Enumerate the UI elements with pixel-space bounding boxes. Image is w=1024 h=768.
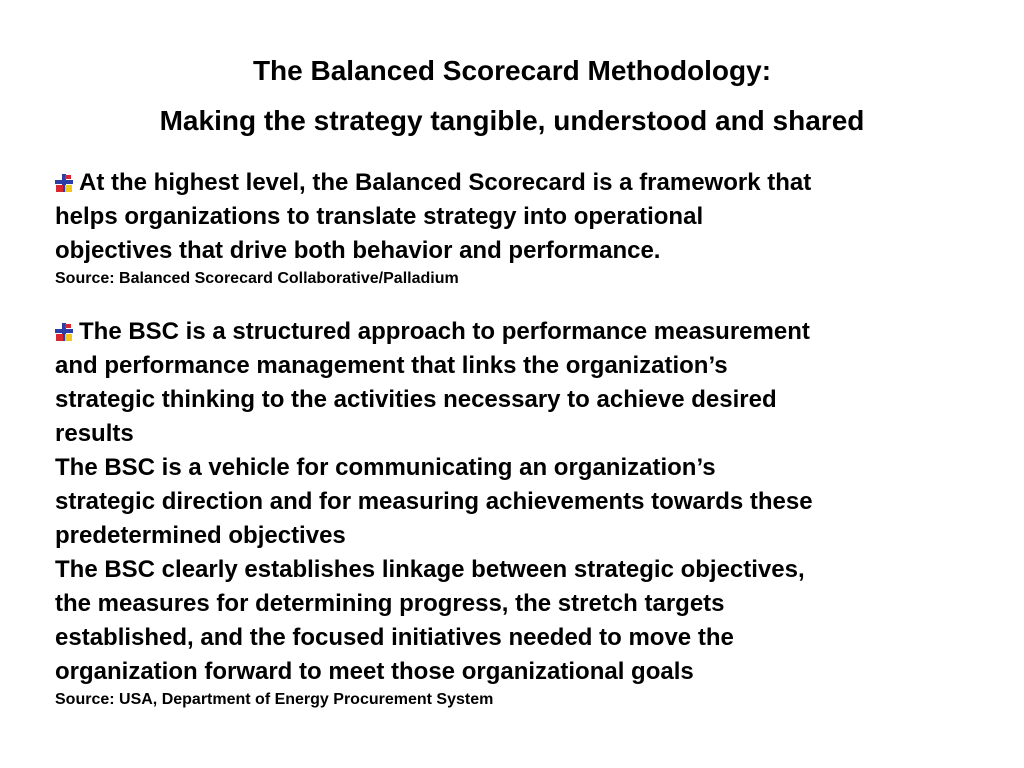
bullet-line: The BSC clearly establishes linkage between strategic objectives,	[55, 556, 805, 583]
bullet-text: At the highest level, the Balanced Scorecard is a framework that	[79, 169, 812, 196]
bullet-text: The BSC is a structured approach to performance measurement	[79, 318, 810, 345]
bullet-line	[55, 315, 975, 349]
slide-subtitle: Making the strategy tangible, understood and shared	[159, 105, 865, 136]
bullet-line: strategic thinking to the activities necessary to achieve desired	[55, 386, 777, 413]
bullet-line: predetermined objectives	[55, 522, 346, 549]
bullet-line: helps organizations to translate strategy into operational	[55, 203, 704, 230]
source-citation: Source: Balanced Scorecard Collaborative/Palladium	[55, 270, 459, 287]
bullet-line: and performance management that links the organization’s	[55, 352, 728, 379]
bullet-block-2	[55, 315, 975, 711]
bullet-line: organization forward to meet those organizational goals	[55, 658, 694, 685]
bullet-line: strategic direction and for measuring achievements towards these	[55, 488, 813, 515]
slide-title: The Balanced Scorecard Methodology:	[252, 55, 772, 86]
bullet-line: established, and the focused initiatives needed to move the	[55, 624, 734, 651]
bullet-line: objectives that drive both behavior and performance.	[55, 237, 661, 264]
bullet-icon	[55, 174, 73, 192]
bullet-icon	[55, 323, 73, 341]
bullet-block-1	[55, 166, 975, 290]
bullet-line: The BSC is a vehicle for communicating an organization’s	[55, 454, 716, 481]
bullet-line: results	[55, 420, 134, 447]
bullet-line	[55, 166, 975, 200]
source-citation: Source: USA, Department of Energy Procurement System	[55, 691, 494, 708]
bullet-line: the measures for determining progress, the stretch targets	[55, 590, 725, 617]
